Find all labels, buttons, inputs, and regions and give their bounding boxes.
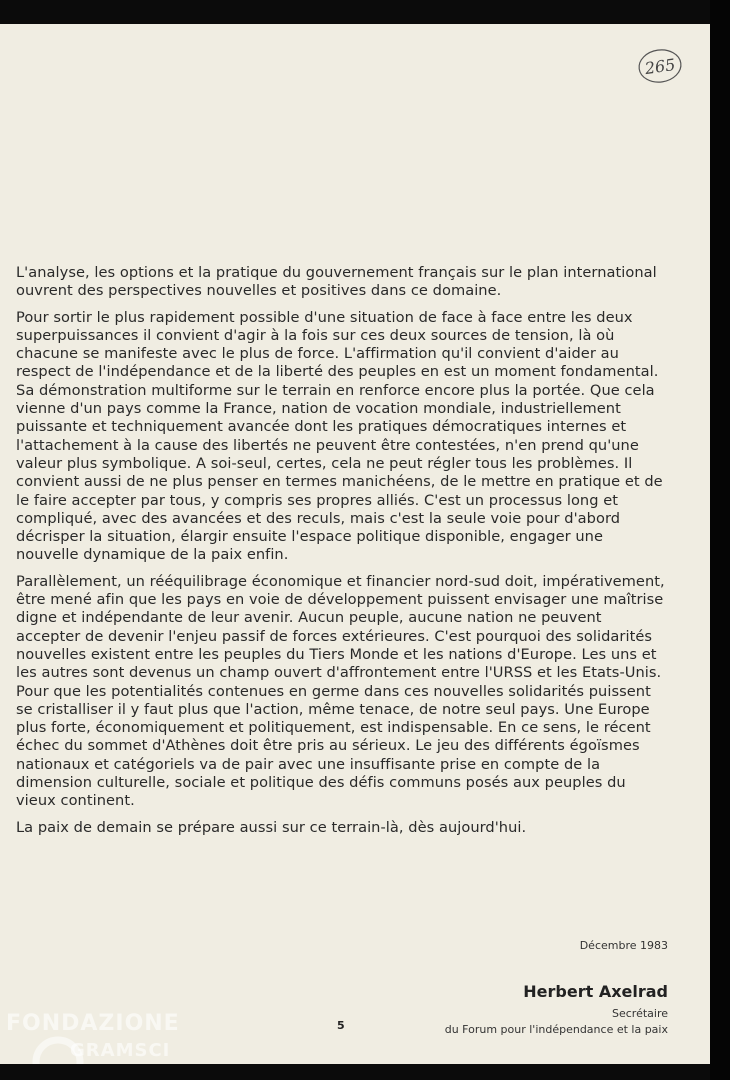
page-number: 5 [337,1019,345,1032]
archive-number-stamp [636,46,684,86]
paragraph-4: La paix de demain se prépare aussi sur ce terrain-là, dès aujourd'hui. [16,818,527,836]
author-role [445,1006,668,1038]
author-name: Herbert Axelrad [523,982,668,1001]
watermark-line1: FONDAZIONE [6,1011,180,1036]
author-role-title: Secrétaire [611,1007,668,1020]
scan-border [710,0,730,1080]
signature-date: Décembre 1983 [579,939,668,952]
article-body [16,264,666,845]
archive-number-text: 265 [643,54,677,79]
fondazione-gramsci-watermark [6,1000,206,1064]
watermark-line2: GRAMSCI [70,1040,171,1061]
paragraph-1: L'analyse, les options et la pratique du gouvernement français sur le plan international ouvrent des perspectives nouvelles et positives dans ce domaine. [16,264,657,300]
document-page [0,24,710,1064]
author-role-organization: du Forum pour l'indépendance et la paix [444,1023,668,1036]
paragraph-3: Parallèlement, un rééquilibrage économique et financier nord-sud doit, impérativement, être mené afin que les pays en voie de développement puissent envisager une maîtrise digne et indépendante de leur avenir. Aucun peuple, aucune nation ne peuvent accepter de devenir l'enjeu passif de forces extérieures. C'est pourquoi des solidarités nouvelles existent entre les peuples du Tiers Monde et les nations d'Europe. Les uns et les autres sont devenus un champ ouvert d'affrontement entre l'URSS et les Etats-Unis. Pour que les potentialités contenues en germe dans ces nouvelles solidarités puissent se cristalliser il y faut plus que l'action, même tenace, de notre seul pays. Une Europe plus forte, économiquement et politiquement, est indispensable. En ce sens, le récent échec du sommet d'Athènes doit être pris au sérieux. Le jeu des différents égoïsmes nationaux et catégoriels va de pair avec une insuffisante prise en compte de la dimension culturelle, sociale et politique des défis communs posés aux peuples du vieux continent. [16,572,665,810]
paragraph-2: Pour sortir le plus rapidement possible d'une situation de face à face entre les deux superpuissances il convient d'agir à la fois sur ces deux sources de tension, là où chacune se manifeste avec le plus de force. L'affirmation qu'il convient d'aider au respect de l'indépendance et de la liberté des peuples en est un moment fondamental. Sa démonstration multiforme sur le terrain en renforce encore plus la portée. Que cela vienne d'un pays comme la France, nation de vocation mondiale, industriellement puissante et techniquement avancée dont les pratiques démocratiques internes et l'attachement à la cause des libertés ne peuvent être contestées, n'en prend qu'une valeur plus symbolique. A soi-seul, certes, cela ne peut régler tous les problèmes. Il convient aussi de ne plus penser en termes manichéens, de le mettre en pratique et de le faire accepter par tous, y compris ses propres alliés. C'est un processus long et compliqué, avec des avancées et des reculs, mais c'est la seule voie pour d'abord décrisper la situation, élargir ensuite l'espace politique disponible, engager une nouvelle dynamique de la paix enfin. [16,308,663,564]
